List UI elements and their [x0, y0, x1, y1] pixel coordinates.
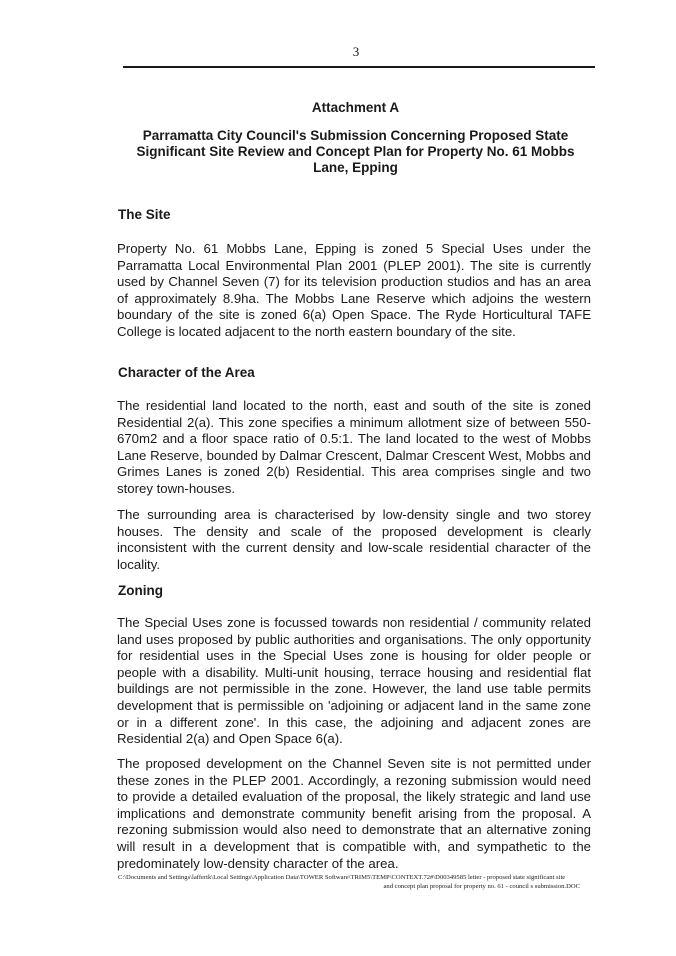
page-number: 3: [352, 44, 360, 59]
header-rule: [123, 66, 595, 68]
footer-path-line-1: C:\Documents and Settings\laffertk\Local Settings\Application Data\TOWER Software\TRIM5\TEMP\CONTEXT.72#\D00349585 letter - proposed state significant site: [118, 874, 566, 881]
section-heading-character: Character of the Area: [118, 365, 255, 380]
section-heading-site: The Site: [118, 207, 171, 222]
document-title: Parramatta City Council's Submission Concerning Proposed State Significant Site Review and Concept Plan for Property No. 61 Mobbs Lane, Epping: [136, 128, 575, 175]
paragraph-site: Property No. 61 Mobbs Lane, Epping is zoned 5 Special Uses under the Parramatta Local Environmental Plan 2001 (PLEP 2001). The site is currently used by Channel Seven (7) for its television production studios and has an area of approximately 8.9ha. The Mobbs Lane Reserve which adjoins the western boundary of the site is zoned 6(a) Open Space. The Ryde Horticultural TAFE College is located adjacent to the north eastern boundary of the site.: [117, 241, 591, 339]
paragraph-zoning-1: The Special Uses zone is focussed towards non residential / community related land uses proposed by public authorities and organisations. The only opportunity for residential uses in the Special Uses zone is housing for older people or people with a disability. Multi-unit housing, terrace housing and residential flat buildings are not permissible in the zone. However, the land use table permits development that is permissible on 'adjoining or adjacent land in the same zone or in a different zone'. In this case, the adjoining and adjacent zones are Residential 2(a) and Open Space 6(a).: [117, 615, 591, 747]
attachment-label: Attachment A: [311, 100, 400, 115]
footer-path-line-2: and concept plan proposal for property no. 61 - council s submission.DOC: [383, 883, 580, 890]
paragraph-character-2: The surrounding area is characterised by low-density single and two storey houses. The density and scale of the proposed development is clearly inconsistent with the current density and low-scale residential character of the locality.: [117, 507, 591, 572]
paragraph-character-1: The residential land located to the north, east and south of the site is zoned Residential 2(a). This zone specifies a minimum allotment size of between 550-670m2 and a floor space ratio of 0.5:1. The land located to the west of Mobbs Lane Reserve, bounded by Dalmar Crescent, Dalmar Crescent West, Mobbs and Grimes Lanes is zoned 2(b) Residential. This area comprises single and two storey town-houses.: [117, 398, 591, 496]
footer-file-path: [118, 873, 580, 891]
paragraph-zoning-2: The proposed development on the Channel Seven site is not permitted under these zones in the PLEP 2001. Accordingly, a rezoning submission would need to provide a detailed evaluation of the proposal, the likely strategic and land use implications and demonstrate community benefit arising from the proposal. A rezoning submission would also need to demonstrate that an alternative zoning will result in a development that is compatible with, and sympathetic to the predominately low-density character of the area.: [117, 756, 591, 871]
section-heading-zoning: Zoning: [118, 583, 163, 598]
